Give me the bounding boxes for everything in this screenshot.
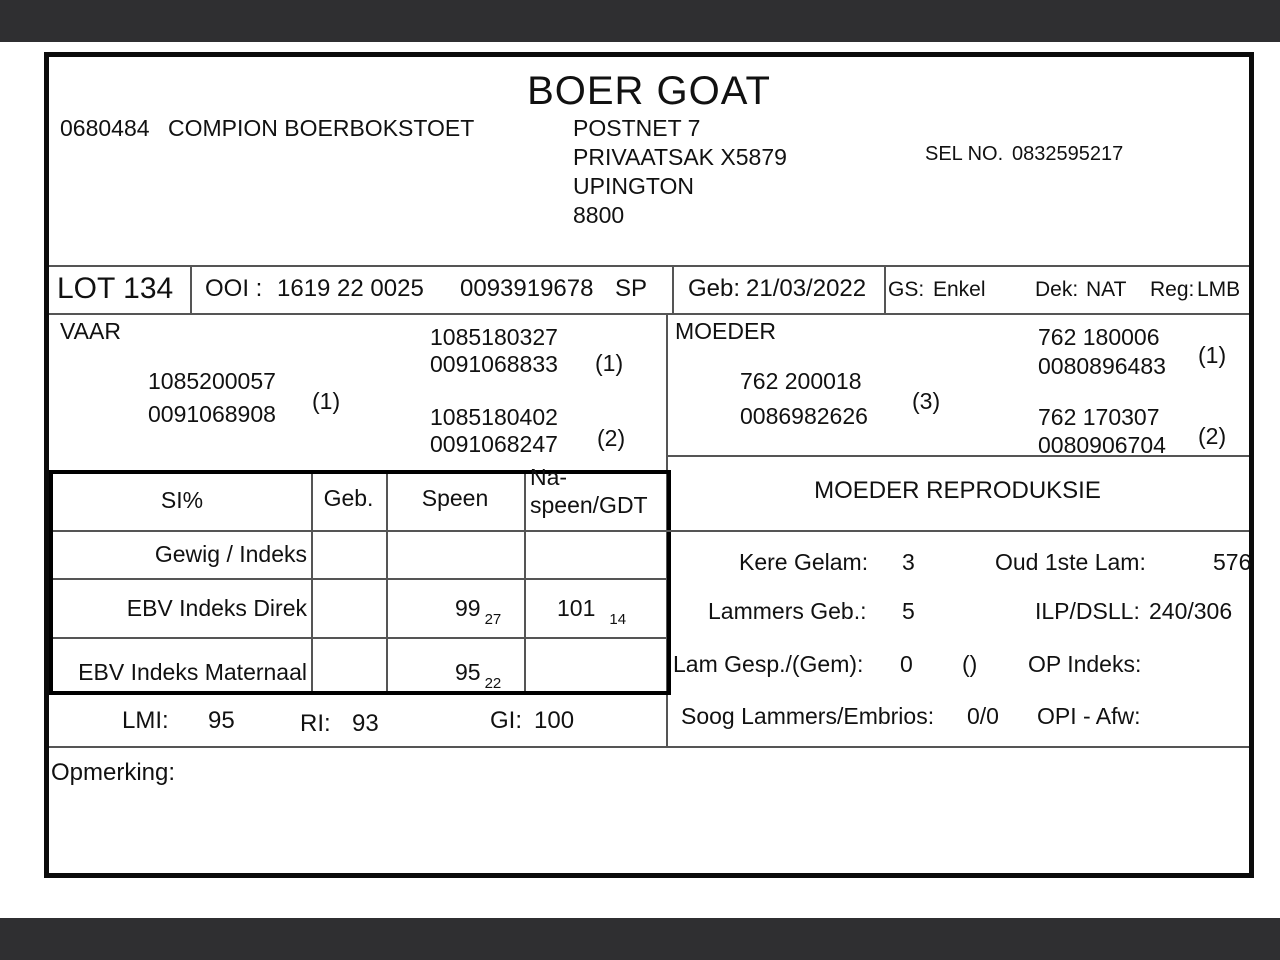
ri-value: 93	[352, 710, 379, 737]
lot-row-top-line	[49, 265, 1249, 267]
address-line: UPINGTON	[573, 173, 694, 199]
ebv-direk-naspeen-value	[557, 595, 627, 628]
mating-label: Dek:	[1035, 278, 1079, 301]
sire-granddam-note: (2)	[597, 425, 626, 451]
lam-gesp-value: 0	[900, 651, 913, 677]
bottom-letterbox-bar	[0, 918, 1280, 960]
mating-value: NAT	[1086, 278, 1127, 301]
ilp-dsll-label: ILP/DSLL:	[1035, 598, 1140, 624]
si-table-row-line	[53, 637, 667, 639]
si-table-col-divider	[524, 474, 526, 691]
sire-grandsire-line2: 0091068833	[430, 351, 558, 377]
si-row-label: Gewig / Indeks	[154, 541, 307, 567]
address-line: PRIVAATSAK X5879	[573, 144, 787, 170]
lammers-geb-label: Lammers Geb.:	[708, 598, 867, 624]
kere-gelam-value: 3	[902, 549, 915, 575]
dam-grandsire-line1: 762 180006	[1038, 324, 1160, 350]
address-line: 8800	[573, 202, 625, 228]
gi-label: GI:	[490, 707, 523, 734]
oud-1ste-lam-label: Oud 1ste Lam:	[995, 549, 1146, 575]
si-table-header: Geb.	[323, 485, 374, 511]
ebv-direk-speen-accuracy: 27	[484, 611, 502, 628]
si-table-header: Speen	[421, 485, 489, 511]
si-table-header: SI%	[160, 487, 204, 513]
dam-note: (3)	[912, 388, 941, 414]
birthdate-label: Geb:	[688, 275, 741, 302]
ooi-suffix: SP	[615, 275, 648, 302]
si-row-label: EBV Indeks Maternaal	[78, 659, 307, 685]
registration-label: Reg:	[1150, 278, 1195, 301]
ri-label: RI:	[300, 710, 331, 737]
birth-status-value: Enkel	[933, 278, 986, 301]
ebv-direk-naspeen-main: 101	[557, 595, 596, 621]
sire-granddam-line1: 1085180402	[430, 404, 558, 430]
dam-label: MOEDER	[675, 318, 776, 344]
reproduction-title: MOEDER REPRODUKSIE	[814, 477, 1101, 504]
soog-lammers-value: 0/0	[967, 703, 999, 729]
birth-status-label: GS:	[888, 278, 925, 301]
reproduction-title-underline	[666, 530, 1249, 532]
lot-number: LOT 134	[57, 272, 174, 305]
sire-granddam-line2: 0091068247	[430, 431, 558, 457]
sire-label: VAAR	[60, 318, 121, 344]
ooi-cell-divider	[672, 265, 674, 313]
oud-1ste-lam-value: 576	[1213, 549, 1252, 575]
sire-note: (1)	[312, 388, 341, 414]
si-row-label: EBV Indeks Direk	[126, 595, 307, 621]
si-table-row-line	[53, 578, 667, 580]
address-line: POSTNET 7	[573, 115, 701, 141]
sire-id-line1: 1085200057	[148, 368, 276, 394]
ooi-registration: 0093919678	[460, 275, 594, 302]
dam-granddam-line2: 0080906704	[1038, 432, 1166, 458]
stud-name: COMPION BOERBOKSTOET	[168, 115, 475, 141]
cell-number-value: 0832595217	[1012, 143, 1124, 165]
dam-granddam-note: (2)	[1198, 423, 1227, 449]
ebv-maternaal-speen-accuracy: 22	[484, 675, 502, 692]
lmi-value: 95	[208, 707, 235, 734]
remarks-label: Opmerking:	[51, 759, 176, 786]
ebv-maternaal-speen-value	[455, 659, 502, 692]
si-table-row-line	[53, 530, 667, 532]
dam-granddam-line1: 762 170307	[1038, 404, 1160, 430]
ebv-maternaal-speen-main: 95	[455, 659, 481, 685]
goat-sale-card	[44, 52, 1254, 878]
si-table-header: Na-speen/GDT	[530, 464, 648, 519]
ebv-direk-speen-main: 99	[455, 595, 481, 621]
lot-row-bottom-line	[49, 313, 1249, 315]
page-title: BOER GOAT	[527, 69, 771, 113]
ebv-direk-speen-value	[455, 595, 502, 628]
op-indeks-label: OP Indeks:	[1028, 651, 1142, 677]
sire-grandsire-line1: 1085180327	[430, 324, 558, 350]
ebv-direk-naspeen-accuracy: 14	[609, 611, 627, 628]
kere-gelam-label: Kere Gelam:	[739, 549, 869, 575]
geb-cell-divider	[884, 265, 886, 313]
lot-cell-divider	[190, 265, 192, 313]
dam-id-line2: 0086982626	[740, 403, 868, 429]
ilp-dsll-value: 240/306	[1149, 598, 1233, 624]
ooi-tattoo: 1619 22 0025	[277, 275, 424, 302]
ooi-label: OOI :	[205, 275, 263, 302]
gi-value: 100	[534, 707, 575, 734]
cell-number-label: SEL NO.	[925, 143, 1004, 165]
top-letterbox-bar	[0, 0, 1280, 42]
dam-grandsire-note: (1)	[1198, 342, 1227, 368]
lmi-label: LMI:	[122, 707, 169, 734]
sire-grandsire-note: (1)	[595, 350, 624, 376]
lammers-geb-value: 5	[902, 598, 915, 624]
birthdate-value: 21/03/2022	[746, 275, 867, 302]
dam-id-line1: 762 200018	[740, 368, 862, 394]
member-number: 0680484	[60, 115, 150, 141]
dam-grandsire-line2: 0080896483	[1038, 353, 1166, 379]
remarks-top-line	[49, 746, 1249, 748]
soog-lammers-label: Soog Lammers/Embrios:	[681, 703, 935, 729]
lam-gesp-label: Lam Gesp./(Gem):	[673, 651, 864, 677]
registration-value: LMB	[1197, 278, 1241, 301]
lam-gesp-gem-value: ()	[962, 651, 978, 677]
opi-afw-label: OPI - Afw:	[1037, 703, 1141, 729]
sire-id-line2: 0091068908	[148, 401, 276, 427]
